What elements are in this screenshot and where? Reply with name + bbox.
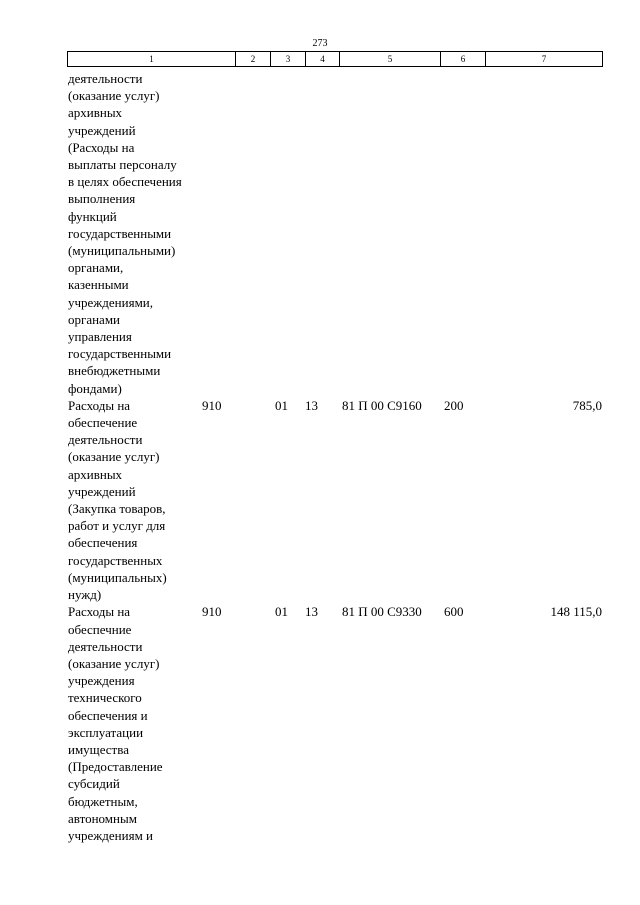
table-row [0, 397, 640, 603]
description-line: (Предоставление [68, 759, 163, 775]
description-line: фондами) [68, 380, 122, 396]
description-line: управления [68, 329, 132, 345]
description-line: Расходы на [68, 397, 131, 413]
cell-col-3: 01 [275, 604, 288, 620]
header-col-2: 2 [236, 52, 271, 67]
cell-col-4: 13 [305, 397, 318, 413]
cell-col-5: 81 П 00 С9330 [342, 604, 422, 620]
description-line: государственных [68, 552, 163, 568]
description-line: государственными [68, 346, 172, 362]
description-line: внебюджетными [68, 363, 161, 379]
description-line: архивных [68, 105, 123, 121]
description-line: работ и услуг для [68, 518, 166, 534]
description-line: бюджетным, [68, 793, 138, 809]
header-col-4: 4 [306, 52, 340, 67]
cell-col-5: 81 П 00 С9160 [342, 397, 422, 413]
description-line: учреждений [68, 122, 136, 138]
cell-col-6: 600 [444, 604, 464, 620]
header-col-5: 5 [340, 52, 441, 67]
description-line: технического [68, 690, 142, 706]
description-line: имущества [68, 741, 129, 757]
description-line: (оказание услуг) [68, 449, 160, 465]
cell-col-6: 200 [444, 397, 464, 413]
description-line: Расходы на [68, 604, 131, 620]
row-description [68, 603, 208, 844]
row-description [68, 70, 208, 397]
description-line: органами [68, 311, 121, 327]
header-col-3: 3 [271, 52, 306, 67]
description-line: нужд) [68, 587, 102, 603]
description-line: обеспечние [68, 621, 132, 637]
description-line: выплаты персоналу [68, 157, 177, 173]
row-description [68, 397, 208, 603]
description-line: (муниципальными) [68, 243, 176, 259]
description-line: учреждениями, [68, 294, 154, 310]
description-line: деятельности [68, 432, 143, 448]
description-line: учреждениям и [68, 827, 154, 843]
cell-col-2: 910 [202, 397, 222, 413]
description-line: деятельности [68, 71, 143, 86]
cell-col-2: 910 [202, 604, 222, 620]
table-body [0, 70, 640, 844]
table-row [0, 70, 640, 397]
description-line: (Закупка товаров, [68, 501, 166, 517]
description-line: в целях обеспечения [68, 174, 182, 190]
description-line: учреждений [68, 483, 136, 499]
description-line: архивных [68, 466, 123, 482]
description-line: субсидий [68, 776, 120, 792]
description-line: обеспечения и [68, 707, 148, 723]
page-number: 273 [312, 38, 328, 49]
description-line: автономным [68, 810, 137, 826]
header-col-7: 7 [486, 52, 603, 67]
description-line: учреждения [68, 673, 135, 689]
table-header [67, 51, 603, 67]
header-row [68, 52, 603, 67]
description-line: деятельности [68, 638, 143, 654]
description-line: обеспечение [68, 415, 138, 431]
description-line: (оказание услуг) [68, 88, 160, 104]
description-line: функций [68, 208, 117, 224]
cell-col-7: 785,0 [572, 397, 602, 413]
cell-col-4: 13 [305, 604, 318, 620]
description-line: казенными [68, 277, 129, 293]
description-line: выполнения [68, 191, 136, 207]
header-col-1: 1 [68, 52, 236, 67]
description-line: (Расходы на [68, 139, 135, 155]
table-row [0, 603, 640, 844]
description-line: (оказание услуг) [68, 655, 160, 671]
header-col-6: 6 [441, 52, 486, 67]
description-line: обеспечения [68, 535, 138, 551]
description-line: (муниципальных) [68, 569, 167, 585]
cell-col-3: 01 [275, 397, 288, 413]
description-line: органами, [68, 260, 124, 276]
description-line: государственными [68, 225, 172, 241]
description-line: эксплуатации [68, 724, 144, 740]
cell-col-7: 148 115,0 [550, 604, 602, 620]
